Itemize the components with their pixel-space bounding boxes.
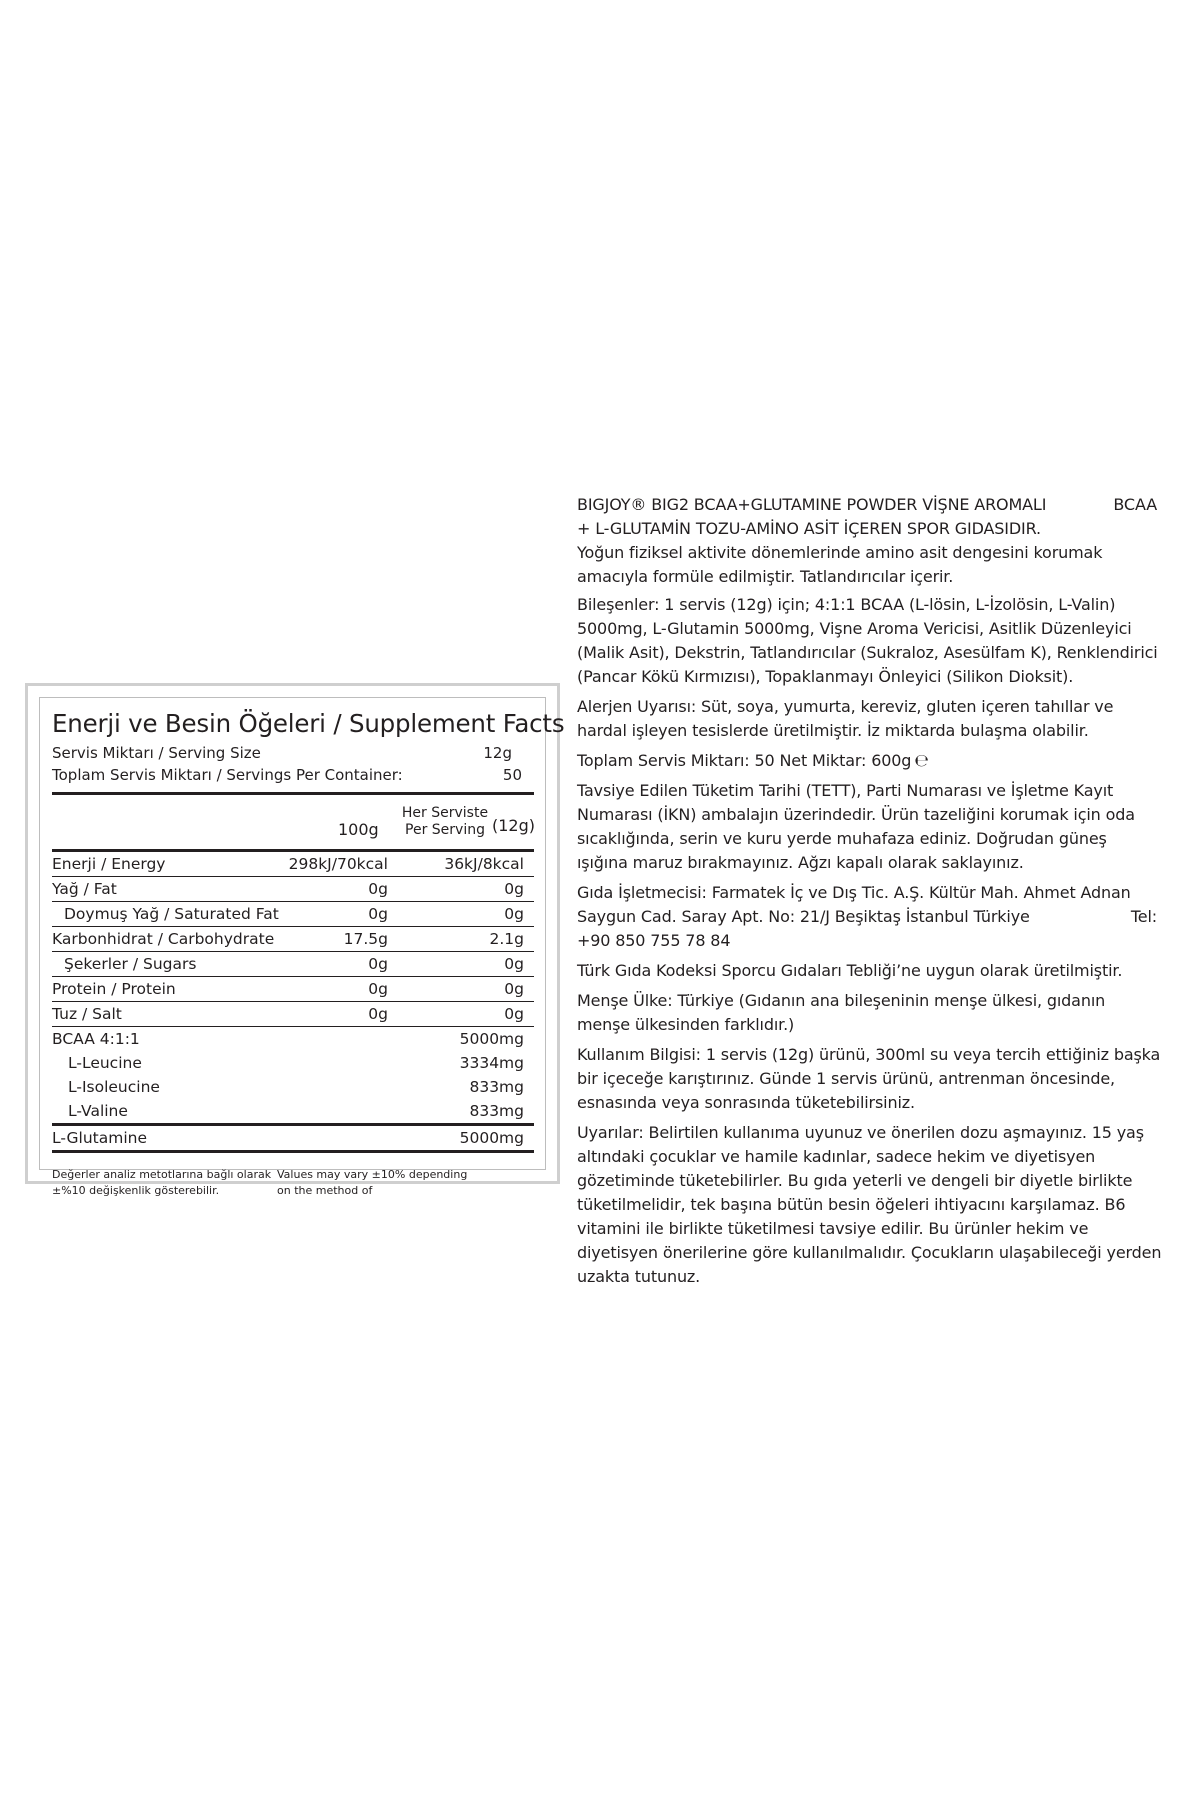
nutrient-label: L-Leucine: [68, 1054, 142, 1072]
nutrient-label: Şekerler / Sugars: [64, 955, 197, 973]
usage-paragraph: Kullanım Bilgisi: 1 servis (12g) ürünü, 300ml su veya tercih ettiğiniz başka bir içeceğe karıştırınız. Günde 1 servis ürünü, antrenman öncesinde, esnasında veya sonrasında tüketebilirsiniz.: [577, 1045, 1161, 1112]
operator-line-2: Saygun Cad. Saray Apt. No: 21/J Beşiktaş İstanbul Türkiye: [577, 907, 1030, 926]
nutrient-value-per-serving: 2.1g: [489, 930, 524, 948]
nutrient-row: [52, 952, 534, 977]
nutrient-label: L-Valine: [68, 1102, 128, 1120]
nutrient-row: [52, 1126, 534, 1153]
product-description: Yoğun fiziksel aktivite dönemlerinde amino asit dengesini korumak amacıyla formüle edilmiştir. Tatlandırıcılar içerir.: [577, 543, 1103, 586]
codex-paragraph: Türk Gıda Kodeksi Sporcu Gıdaları Tebliği’ne uygun olarak üretilmiştir.: [577, 961, 1123, 980]
facts-title: Enerji ve Besin Öğeleri / Supplement Facts: [52, 709, 565, 738]
nutrient-row: [52, 902, 534, 927]
net-amount-text: Toplam Servis Miktarı: 50 Net Miktar: 600g: [577, 751, 912, 770]
nutrient-label: L-Isoleucine: [68, 1078, 160, 1096]
nutrient-row: [52, 1002, 534, 1027]
nutrient-row: [52, 1099, 534, 1126]
product-heading: [577, 493, 1162, 589]
disclaimer-tr: Değerler analiz metotlarına bağlı olarak ±%10 değişkenlik gösterebilir.: [52, 1168, 272, 1197]
nutrient-value-per-serving: 0g: [504, 980, 524, 998]
nutrient-value-per-serving: 0g: [504, 1005, 524, 1023]
nutrient-label: Tuz / Salt: [52, 1005, 122, 1023]
nutrient-row: [52, 977, 534, 1002]
nutrient-row: [52, 877, 534, 902]
nutrient-value-per-100g: 0g: [368, 880, 388, 898]
nutrient-value-per-serving: 3334mg: [459, 1054, 524, 1072]
warnings-paragraph: Uyarılar: Belirtilen kullanıma uyunuz ve önerilen dozu aşmayınız. 15 yaş altındaki çocuklar ve hamile kadınlar, sadece hekim ve diyetisyen gözetiminde tüketebilirler. Bu gıda yeterli ve dengeli bir diyetle birlikte tüketilmelidir, tek başına bütün besin öğeleri ihtiyacını karşılamaz. B6 vitamini ile birlikte tüketilmesi tavsiye edilir. Bu ürünler hekim ve diyetisyen önerilerine göre kullanılmalıdır. Çocukların ulaşabileceği yerden uzakta tutunuz.: [577, 1123, 1162, 1286]
column-12g: (12g): [492, 816, 535, 835]
nutrient-label: Yağ / Fat: [52, 880, 117, 898]
nutrient-label: Protein / Protein: [52, 980, 176, 998]
serving-size-row: [52, 742, 534, 764]
serving-size-label: Servis Miktarı / Serving Size: [52, 744, 261, 762]
nutrient-value-per-100g: 0g: [368, 980, 388, 998]
nutrient-value-per-100g: 298kJ/70kcal: [288, 855, 388, 873]
origin-paragraph: Menşe Ülke: Türkiye (Gıdanın ana bileşeninin menşe ülkesi, gıdanın menşe ülkesinden farklıdır.): [577, 991, 1106, 1034]
estimated-sign-icon: ℮: [914, 751, 929, 771]
product-line-1-right: BCAA: [1113, 495, 1157, 514]
nutrient-value-per-100g: 0g: [368, 955, 388, 973]
nutrient-row: [52, 1027, 534, 1051]
column-per-serving: Her Serviste Per Serving: [401, 805, 489, 838]
product-line-2: + L-GLUTAMİN TOZU-AMİNO ASİT İÇEREN SPOR GIDASIDIR.: [577, 519, 1041, 538]
nutrient-row: [52, 927, 534, 952]
nutrient-value-per-serving: 0g: [504, 905, 524, 923]
operator-paragraph: [577, 881, 1162, 953]
nutrient-table: [52, 852, 534, 1153]
servings-label: Toplam Servis Miktarı / Servings Per Container:: [52, 766, 403, 784]
nutrient-value-per-serving: 0g: [504, 955, 524, 973]
facts-disclaimer: [52, 1167, 534, 1207]
nutrient-row: [52, 1075, 534, 1099]
column-header-row: [52, 792, 534, 852]
nutrient-value-per-100g: 0g: [368, 1005, 388, 1023]
nutrient-label: BCAA 4:1:1: [52, 1030, 140, 1048]
nutrient-value-per-serving: 36kJ/8kcal: [444, 855, 524, 873]
servings-value: 50: [502, 766, 522, 784]
operator-tel-label: Tel:: [1130, 907, 1157, 926]
nutrient-value-per-100g: 0g: [368, 905, 388, 923]
facts-content: [52, 708, 565, 1207]
servings-per-container-row: [52, 764, 534, 786]
nutrient-row: [52, 1051, 534, 1075]
supplement-facts-panel: [25, 683, 565, 1197]
operator-phone: +90 850 755 78 84: [577, 931, 731, 950]
nutrient-value-per-serving: 0g: [504, 880, 524, 898]
label-text-column: [577, 493, 1162, 1295]
net-amount-paragraph: [577, 749, 1162, 773]
nutrient-value-per-100g: 17.5g: [343, 930, 388, 948]
allergen-paragraph: Alerjen Uyarısı: Süt, soya, yumurta, kereviz, gluten içeren tahıllar ve hardal işleyen tesislerde üretilmiştir. İz miktarda bulaşma olabilir.: [577, 697, 1114, 740]
disclaimer-en: Values may vary ±10% depending on the method of: [277, 1168, 468, 1197]
nutrient-value-per-serving: 5000mg: [459, 1030, 524, 1048]
nutrient-row: [52, 852, 534, 877]
storage-paragraph: Tavsiye Edilen Tüketim Tarihi (TETT), Parti Numarası ve İşletme Kayıt Numarası (İKN) ambalajın üzerindedir. Ürün tazeliğini korumak için oda sıcaklığında, serin ve kuru yerde muhafaza ediniz. Doğrudan güneş ışığına maruz bırakmayınız. Ağzı kapalı olarak saklayınız.: [577, 781, 1135, 872]
product-line-1: BIGJOY® BIG2 BCAA+GLUTAMINE POWDER VİŞNE AROMALI: [577, 495, 1047, 514]
ingredients-paragraph: Bileşenler: 1 servis (12g) için; 4:1:1 BCAA (L-lösin, L-İzolösin, L-Valin) 5000mg, L-Glutamin 5000mg, Vişne Aroma Vericisi, Asitlik Düzenleyici (Malik Asit), Dekstrin, Tatlandırıcılar (Sukraloz, Asesülfam K), Renklendirici (Pancar Kökü Kırmızısı), Topaklanmayı Önleyici (Silikon Dioksit).: [577, 595, 1158, 686]
nutrient-label: L-Glutamine: [52, 1129, 148, 1147]
nutrient-label: Doymuş Yağ / Saturated Fat: [64, 905, 279, 923]
nutrient-label: Karbonhidrat / Carbohydrate: [52, 930, 275, 948]
serving-size-value: 12g: [483, 744, 512, 762]
nutrient-label: Enerji / Energy: [52, 855, 166, 873]
column-100g: 100g: [338, 820, 379, 839]
operator-line-1: Gıda İşletmecisi: Farmatek İç ve Dış Tic. A.Ş. Kültür Mah. Ahmet Adnan: [577, 883, 1131, 902]
header-top-rule: [52, 792, 534, 795]
nutrient-value-per-serving: 5000mg: [459, 1129, 524, 1147]
nutrient-value-per-serving: 833mg: [469, 1102, 524, 1120]
nutrient-value-per-serving: 833mg: [469, 1078, 524, 1096]
